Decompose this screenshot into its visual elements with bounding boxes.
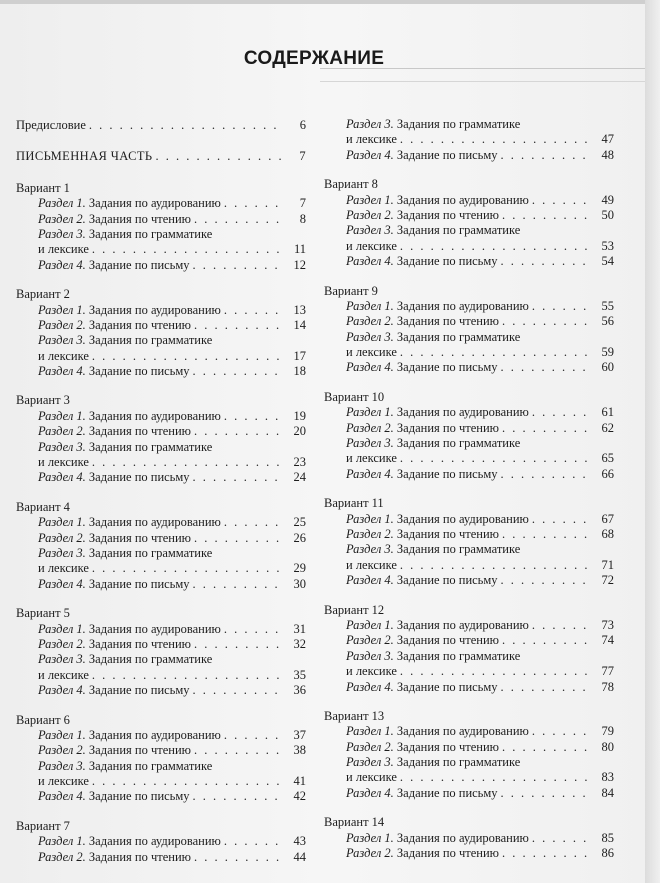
variant-title: Вариант 10: [324, 389, 385, 404]
toc-entry-reading: Раздел 2. Задания по чтению . . . 56: [324, 314, 614, 329]
variant-title: Вариант 11: [324, 496, 384, 511]
toc-entry-grammar-cont: и лексике . . . 83: [324, 770, 614, 785]
toc-variant: [16, 819, 306, 865]
toc-entry-reading: Раздел 2. Задания по чтению . . . 44: [16, 850, 306, 865]
toc-entry-reading: Раздел 2. Задания по чтению . . . 14: [16, 318, 306, 333]
toc-variant: [324, 709, 614, 801]
toc-entry-listening: Раздел 1. Задания по аудированию . . . 49: [324, 193, 614, 208]
toc-variant: [16, 713, 306, 805]
toc-entry-grammar-cont: и лексике . . . 29: [16, 561, 306, 576]
toc-entry-grammar-cont: и лексике . . . 17: [16, 349, 306, 364]
toc-entry-writing: Раздел 4. Задание по письму . . . 24: [16, 470, 306, 485]
toc-entry-listening: Раздел 1. Задания по аудированию . . . 85: [324, 831, 614, 846]
toc-variant: [324, 117, 614, 163]
toc-variant: [16, 500, 306, 592]
toc-entry-grammar-cont: и лексике . . . 59: [324, 345, 614, 360]
toc-entry-reading: Раздел 2. Задания по чтению . . . 80: [324, 740, 614, 755]
toc-entry-grammar: Раздел 3. Задания по грамматике: [346, 648, 521, 663]
toc-entry-grammar-cont: и лексике . . . 11: [16, 242, 306, 257]
toc-entry-preface: Предисловие . . . 6: [16, 118, 306, 133]
toc-entry-listening: Раздел 1. Задания по аудированию . . . 67: [324, 512, 614, 527]
toc-entry-grammar: Раздел 3. Задания по грамматике: [38, 545, 213, 560]
toc-entry-reading: Раздел 2. Задания по чтению . . . 8: [16, 212, 306, 227]
toc-entry-writing: Раздел 4. Задание по письму . . . 84: [324, 786, 614, 801]
toc-entry-writing: Раздел 4. Задание по письму . . . 48: [324, 148, 614, 163]
variant-title: Вариант 1: [16, 180, 70, 195]
toc-entry-reading: Раздел 2. Задания по чтению . . . 86: [324, 846, 614, 861]
bleed-through-band: [320, 68, 655, 82]
toc-entry-listening: Раздел 1. Задания по аудированию . . . 31: [16, 622, 306, 637]
toc-entry-listening: Раздел 1. Задания по аудированию . . . 73: [324, 618, 614, 633]
toc-entry-writing: Раздел 4. Задание по письму . . . 18: [16, 364, 306, 379]
variant-title: Вариант 5: [16, 606, 70, 621]
toc-variant: [324, 603, 614, 695]
toc-entry-grammar-cont: и лексике . . . 77: [324, 664, 614, 679]
variant-title: Вариант 14: [324, 815, 385, 830]
toc-entry-listening: Раздел 1. Задания по аудированию . . . 13: [16, 303, 306, 318]
toc-entry-listening: Раздел 1. Задания по аудированию . . . 19: [16, 409, 306, 424]
toc-entry-writing: Раздел 4. Задание по письму . . . 72: [324, 573, 614, 588]
variant-title: Вариант 6: [16, 712, 70, 727]
toc-entry-writing: Раздел 4. Задание по письму . . . 36: [16, 683, 306, 698]
toc-entry-listening: Раздел 1. Задания по аудированию . . . 79: [324, 724, 614, 739]
toc-variant: [324, 177, 614, 269]
toc-entry-writing: Раздел 4. Задание по письму . . . 30: [16, 577, 306, 592]
toc-entry-grammar: Раздел 3. Задания по грамматике: [346, 436, 521, 451]
toc-entry-writing: Раздел 4. Задание по письму . . . 42: [16, 789, 306, 804]
toc-entry-listening: Раздел 1. Задания по аудированию . . . 7: [16, 196, 306, 211]
toc-entry-writing: Раздел 4. Задание по письму . . . 54: [324, 254, 614, 269]
toc-entry-grammar-cont: и лексике . . . 35: [16, 668, 306, 683]
variant-title: Вариант 4: [16, 499, 70, 514]
toc-right-column: [324, 117, 614, 861]
toc-entry-listening: Раздел 1. Задания по аудированию . . . 25: [16, 515, 306, 530]
toc-entry-grammar: Раздел 3. Задания по грамматике: [38, 652, 213, 667]
toc-entry-grammar-cont: и лексике . . . 71: [324, 558, 614, 573]
toc-entry-grammar: Раздел 3. Задания по грамматике: [346, 542, 521, 557]
toc-left-column: [16, 118, 306, 865]
toc-variant: [16, 181, 306, 273]
page-spine-shadow: [645, 0, 660, 883]
toc-entry-reading: Раздел 2. Задания по чтению . . . 50: [324, 208, 614, 223]
toc-entry-reading: Раздел 2. Задания по чтению . . . 74: [324, 633, 614, 648]
variant-title: Вариант 13: [324, 708, 385, 723]
toc-entry-reading: Раздел 2. Задания по чтению . . . 26: [16, 531, 306, 546]
toc-entry-written-part: ПИСЬМЕННАЯ ЧАСТЬ . . . 7: [16, 149, 306, 164]
toc-variant: [16, 606, 306, 698]
toc-entry-grammar: Раздел 3. Задания по грамматике: [346, 329, 521, 344]
variant-title: Вариант 7: [16, 818, 70, 833]
toc-entry-listening: Раздел 1. Задания по аудированию . . . 37: [16, 728, 306, 743]
toc-entry-listening: Раздел 1. Задания по аудированию . . . 55: [324, 299, 614, 314]
variant-title: Вариант 12: [324, 602, 385, 617]
toc-entry-reading: Раздел 2. Задания по чтению . . . 68: [324, 527, 614, 542]
toc-variant: [324, 496, 614, 588]
toc-entry-writing: Раздел 4. Задание по письму . . . 66: [324, 467, 614, 482]
page-title: СОДЕРЖАНИЕ: [243, 48, 385, 69]
toc-entry-listening: Раздел 1. Задания по аудированию . . . 43: [16, 834, 306, 849]
toc-entry-grammar: Раздел 3. Задания по грамматике: [346, 117, 521, 131]
toc-variant: [324, 284, 614, 376]
toc-entry-reading: Раздел 2. Задания по чтению . . . 32: [16, 637, 306, 652]
toc-variant: [324, 815, 614, 861]
toc-entry-grammar: Раздел 3. Задания по грамматике: [38, 439, 213, 454]
toc-entry-grammar: Раздел 3. Задания по грамматике: [38, 333, 213, 348]
toc-entry-listening: Раздел 1. Задания по аудированию . . . 61: [324, 405, 614, 420]
toc-entry-grammar: Раздел 3. Задания по грамматике: [38, 226, 213, 241]
toc-entry-grammar: Раздел 3. Задания по грамматике: [346, 223, 521, 238]
toc-entry-grammar-cont: и лексике . . . 47: [324, 132, 614, 147]
toc-entry-writing: Раздел 4. Задание по письму . . . 12: [16, 258, 306, 273]
toc-variant: [16, 393, 306, 485]
page-top-edge: [0, 0, 660, 4]
toc-entry-grammar-cont: и лексике . . . 53: [324, 239, 614, 254]
toc-entry-reading: Раздел 2. Задания по чтению . . . 38: [16, 743, 306, 758]
toc-entry-reading: Раздел 2. Задания по чтению . . . 20: [16, 424, 306, 439]
toc-entry-writing: Раздел 4. Задание по письму . . . 60: [324, 360, 614, 375]
toc-entry-grammar: Раздел 3. Задания по грамматике: [346, 755, 521, 770]
toc-entry-grammar-cont: и лексике . . . 41: [16, 774, 306, 789]
toc-entry-grammar-cont: и лексике . . . 23: [16, 455, 306, 470]
toc-variant: [16, 287, 306, 379]
variant-title: Вариант 2: [16, 287, 70, 302]
toc-variant: [324, 390, 614, 482]
variant-title: Вариант 3: [16, 393, 70, 408]
toc-entry-writing: Раздел 4. Задание по письму . . . 78: [324, 680, 614, 695]
toc-entry-grammar: Раздел 3. Задания по грамматике: [38, 758, 213, 773]
variant-title: Вариант 8: [324, 177, 378, 192]
variant-title: Вариант 9: [324, 283, 378, 298]
toc-entry-grammar-cont: и лексике . . . 65: [324, 451, 614, 466]
toc-entry-reading: Раздел 2. Задания по чтению . . . 62: [324, 421, 614, 436]
